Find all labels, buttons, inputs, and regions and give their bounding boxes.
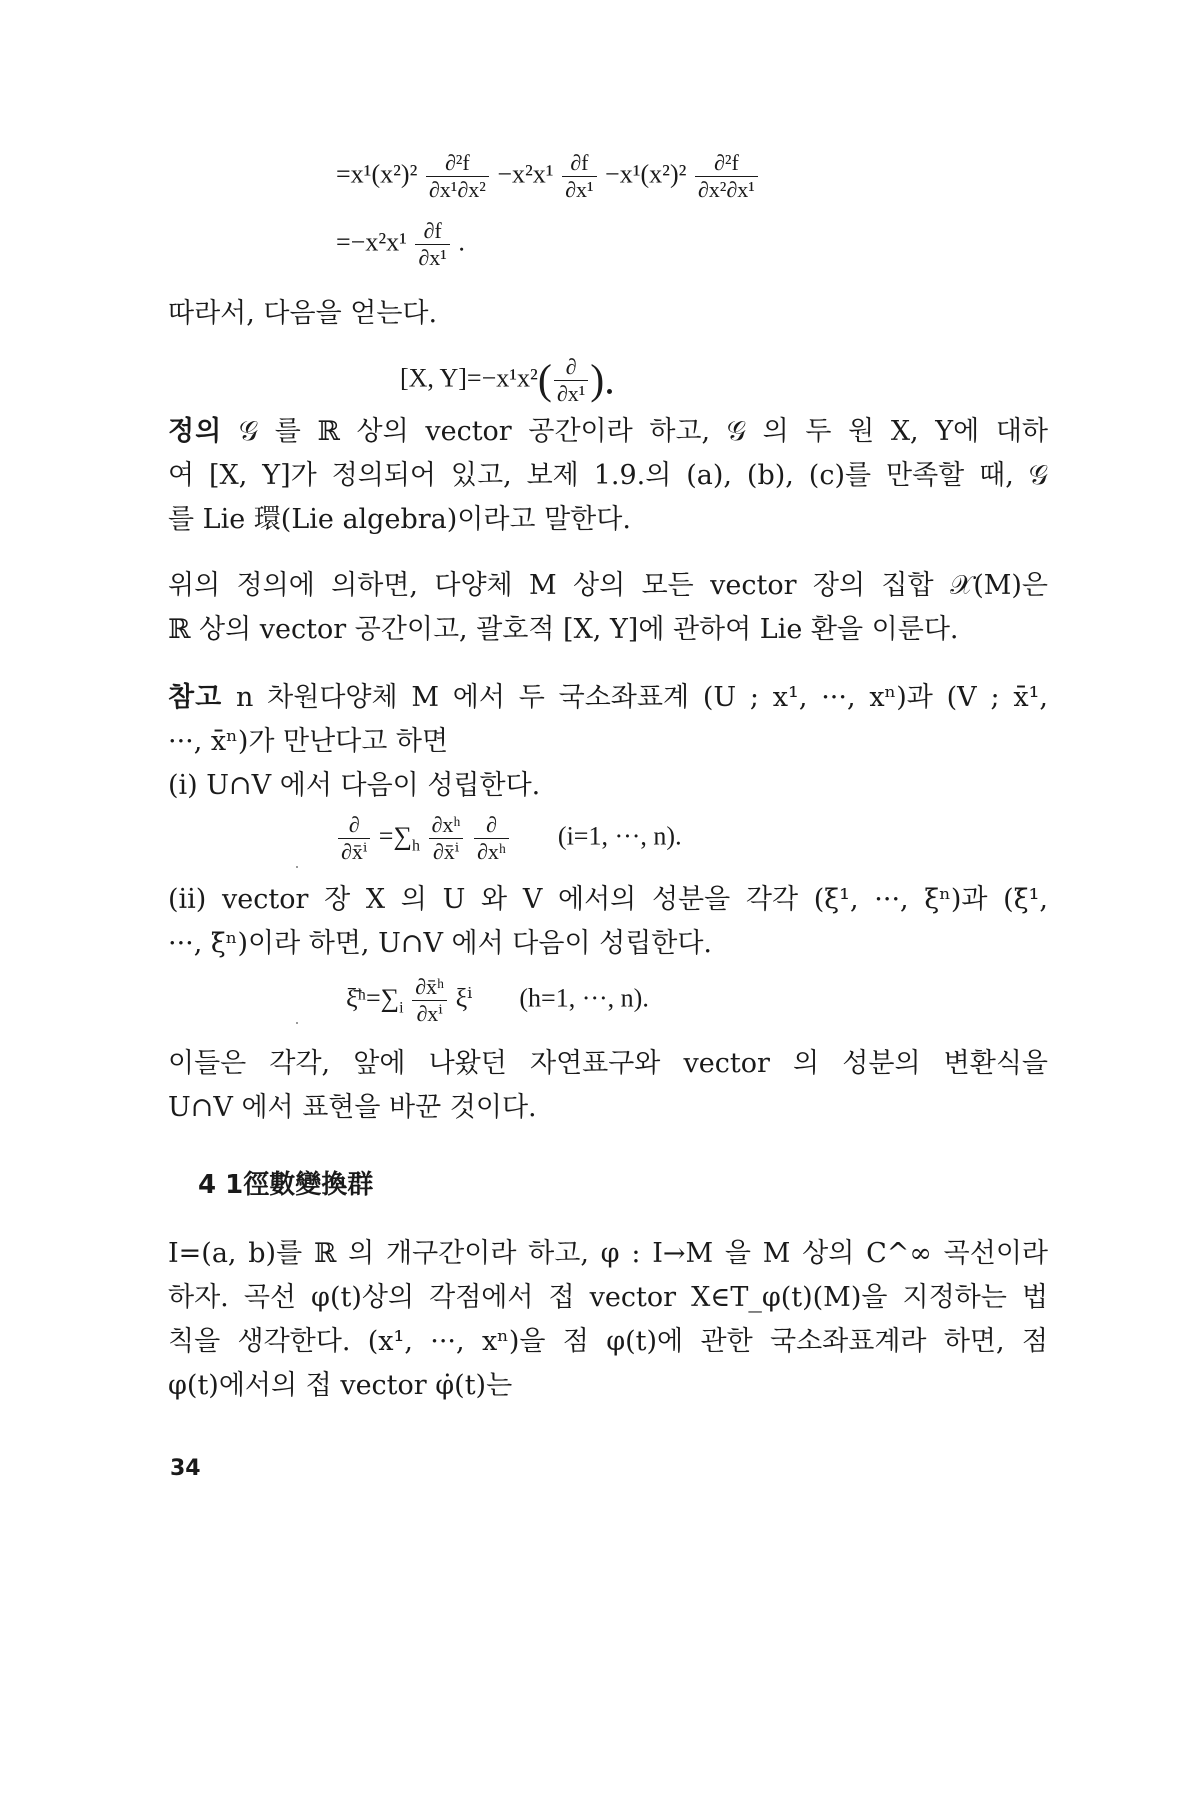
- denominator: ∂x²∂x¹: [695, 176, 758, 203]
- remark-item-ii: (ii) vector 장 X 의 U 와 V 에서의 성분을 각각 (ξ¹, ···, ξⁿ)과 (ξ̄¹,: [168, 884, 1048, 915]
- equation-basis-transform: [336, 812, 682, 865]
- paragraph-line: 칙을 생각한다. (x¹, ···, xⁿ)을 점 φ(t)에 관한 국소좌표계라 하면, 점: [168, 1326, 1048, 1357]
- denominator: ∂x¹: [415, 244, 449, 271]
- equation-commutator-result: [336, 218, 465, 271]
- definition-line: 여 [X, Y]가 정의되어 있고, 보제 1.9.의 (a), (b), (c)를 만족할 때, 𝒢: [168, 460, 1048, 491]
- sum-index: i: [399, 999, 404, 1017]
- paragraph-line: U∩V 에서 표현을 바꾼 것이다.: [168, 1092, 537, 1123]
- eq-term: −x¹(x²)²: [605, 159, 687, 189]
- numerator: ∂: [348, 812, 360, 837]
- eq-term: ξⁱ: [455, 983, 473, 1013]
- fraction: [554, 354, 588, 407]
- fraction: [695, 150, 758, 203]
- denominator: ∂x¹: [562, 176, 596, 203]
- scan-speck: [296, 866, 298, 868]
- remark-line: ···, x̄ⁿ)가 만난다고 하면: [168, 726, 449, 757]
- numerator: ∂: [565, 354, 577, 379]
- numerator: ∂²f: [713, 150, 739, 175]
- scan-speck: [296, 1022, 298, 1024]
- eq-term: ξ̄ʰ=∑: [346, 983, 400, 1013]
- eq-term: −x²x¹: [497, 159, 554, 189]
- fraction: [562, 150, 596, 203]
- eq-term: =−x²x¹: [336, 227, 407, 257]
- numerator: ∂x̄ʰ: [415, 974, 445, 999]
- eq-term: .: [458, 227, 465, 257]
- remark-text: n 차원다양체 M 에서 두 국소좌표계 (U ; x¹, ···, xⁿ)과 (V ; x̄¹,: [235, 682, 1048, 713]
- sum-index: h: [412, 837, 420, 855]
- equation-component-transform: [346, 974, 649, 1027]
- section-heading: 4 1徑數變換群: [198, 1170, 374, 1200]
- paragraph-line: I=(a, b)를 ℝ 의 개구간이라 하고, φ : I→M 을 M 상의 C^∞ 곡선이라: [168, 1238, 1048, 1269]
- paragraph-line: 위의 정의에 의하면, 다양체 M 상의 모든 vector 장의 집합 𝒳(M)은: [168, 570, 1048, 601]
- paragraph-line: 하자. 곡선 φ(t)상의 각점에서 접 vector X∈T_φ(t)(M)을 지정하는 법: [168, 1282, 1048, 1313]
- numerator: ∂²f: [444, 150, 470, 175]
- numerator: ∂f: [423, 218, 442, 243]
- page-number: 34: [170, 1456, 201, 1481]
- eq-term: =∑: [378, 821, 412, 851]
- denominator: ∂x¹∂x²: [426, 176, 489, 203]
- numerator: ∂f: [570, 150, 589, 175]
- fraction: [474, 812, 509, 865]
- denominator: ∂xʰ: [474, 838, 509, 865]
- denominator: ∂x¹: [554, 380, 588, 407]
- denominator: ∂x̄ⁱ: [338, 838, 370, 865]
- eq-condition: (i=1, ···, n).: [557, 821, 682, 851]
- definition-line: 를 Lie 環(Lie algebra)이라고 말한다.: [168, 504, 631, 535]
- eq-term: [X, Y]=−x¹x²: [400, 363, 538, 393]
- remark-line: [168, 678, 1048, 718]
- fraction: [429, 812, 464, 865]
- fraction: [338, 812, 370, 865]
- right-paren: ).: [590, 357, 615, 404]
- definition-text: 𝒢 를 ℝ 상의 vector 공간이라 하고, 𝒢 의 두 원 X, Y에 대하: [238, 416, 1048, 447]
- eq-term: =x¹(x²)²: [336, 159, 418, 189]
- paragraph-line: 이들은 각각, 앞에 나왔던 자연표구와 vector 의 성분의 변환식을: [168, 1048, 1048, 1079]
- remark-item-ii: ···, ξ̄ⁿ)이라 하면, U∩V 에서 다음이 성립한다.: [168, 928, 713, 959]
- definition-label: 정의: [168, 416, 223, 447]
- numerator: ∂xʰ: [431, 812, 461, 837]
- remark-item-i: (i) U∩V 에서 다음이 성립한다.: [168, 770, 541, 801]
- denominator: ∂x̄ⁱ: [429, 838, 464, 865]
- left-paren: (: [537, 357, 552, 404]
- eq-condition: (h=1, ···, n).: [519, 983, 649, 1013]
- equation-commutator-expansion: [336, 150, 760, 203]
- paragraph-line: 따라서, 다음을 얻는다.: [168, 298, 438, 329]
- paragraph-line: ℝ 상의 vector 공간이고, 괄호적 [X, Y]에 관하여 Lie 환을 이룬다.: [168, 614, 959, 645]
- definition-line: [168, 412, 1048, 452]
- fraction: [412, 974, 447, 1027]
- paragraph-line: φ(t)에서의 접 vector φ̇(t)는: [168, 1370, 513, 1401]
- fraction: [426, 150, 489, 203]
- remark-label: 참고: [168, 682, 223, 713]
- fraction: [415, 218, 449, 271]
- equation-bracket: [400, 354, 615, 407]
- denominator: ∂xⁱ: [412, 1000, 447, 1027]
- numerator: ∂: [485, 812, 497, 837]
